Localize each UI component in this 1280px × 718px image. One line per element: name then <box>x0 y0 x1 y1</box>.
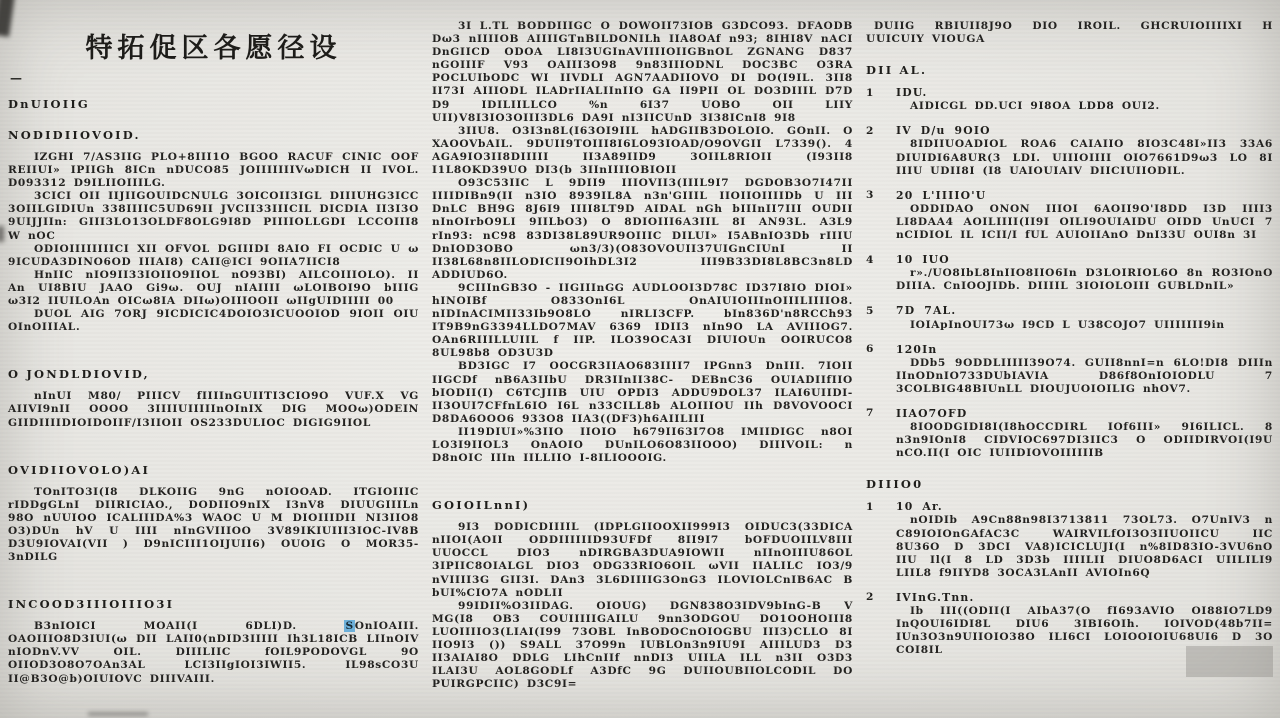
list-item <box>866 343 1273 396</box>
highlight-mark: S <box>345 620 354 633</box>
list-item <box>866 86 1273 113</box>
paragraph: 9CIIInGB3O - IIGIIInGG AUDLOOI3D78C ID37I8IO DIOI» hINOIBf O833OnI6L OnAIUIOIIInOIIILIIIIO8. nIDInACIMII33Ib9O8LO nIRLI3CFP. bIn836D'n8RCCh93 IT9B9nG3394LLDO7MAV 6369 IDII3 nIn9O LA AVIIIOG7. OAn6RIIILLUIIL f IIP. ILO39OCA3I DIUIOUn OOIRUCO8 8UL98b8 OD3U3D <box>432 281 853 360</box>
item-body <box>896 86 1273 113</box>
paragraph: nInUI M80/ PIIICV fIIIInGUIITI3CIO9O VUF.X VG AIIVI9nII OOOO 3IIIIUIIIIInOInIX DIG MOOω)ODEIN GIIDIIIIDIOIDOIIF/I3IIOII OS233DULIOC DIGIG9IIOL <box>8 390 419 429</box>
item-body <box>896 189 1273 242</box>
paragraph: DUOL AIG 7ORJ 9ICDICIC4DOIO3ICUOOIOD 9IOII OIU OInOIIIAL. <box>8 308 419 334</box>
section-heading: INCOOD3IIIOIIIO3I <box>8 597 175 612</box>
item-label: 20 L'IIIIO'U <box>896 188 987 202</box>
item-text: IOIApInOUI73ω I9CD L U38COJO7 UIIIIIII9in <box>910 318 1225 331</box>
list-item <box>866 500 1273 580</box>
item-body <box>896 253 1273 293</box>
list-item <box>866 407 1273 460</box>
paragraph: HnIIC nIO9II33IOIIO9IIOL nO93BI) AILCOIIIOLO). II An UI8BIU JAAO Gi9ω. OUJ nIAIIII ωLOIBOI9O bIIIG ω3I2 IIUILOAn OICω8IA DIIω)OIIIOOII ωIIgUIDIIIII 00 <box>8 268 419 308</box>
list-item <box>866 591 1273 657</box>
section-heading: NODIDIIOVOID. <box>8 128 141 142</box>
paragraph: II19DIUI»%3IIO IIOIO h679II63I7O8 IMIIDIGC n8OI LO3I9IIOL3 OnAOIO DUnILO6O83IIOOO) DIIIVOIL: n D8nOIC IIIn IILLIIO I-8ILIOOOIG. <box>432 425 853 465</box>
item-body <box>896 304 1273 331</box>
item-body <box>896 500 1273 580</box>
item-label: IV D/u 9OIO <box>896 124 991 138</box>
spacer <box>8 564 419 580</box>
paragraph: BD3IGC I7 OOCGR3IIAO683IIII7 IPGnn3 DnIII. 7IOII IIGCDf nB6A3IIbU DR3IInII38C- DEBnC36 OUIADIIfIIO bIODII(I) C6TCJIIB UIU OPDI3 ADDU9DOL37 ILAI6UIIDI- II3OUI7CFfnL6IO I6L n33CILL8b ALOIIIOU IIh D8VOVOOCI D8DA6OOO6 933O8 IIA3((DF3)h6AIILIII <box>432 360 853 425</box>
list-item <box>866 253 1273 293</box>
paragraph: DUIIG RBIUII8J9O DIO IROIL. GHCRUIOIIIIXI H UUICUIY VIOUGA <box>866 20 1273 46</box>
scan-smudge-bottom <box>88 712 148 716</box>
item-label: 10 IUO <box>896 253 950 267</box>
paragraph: 99IDII%O3IIDAG. OIOUG) DGN838O3IDV9bInG-B V MG(I8 OB3 COUIIIIIGAILU 9nn3ODGOU DO1OOHOIII8 LUOIIIIO3(LIAI(I99 73OBL InBODOCnOIOGBU III3)CLLO 8I IIO9I3 ()) S9ALL 37O99n IUBLOn3n9IU9I AIIILUD3 D3 II3AIAI8O DDLG LIhCnIIf nnDI3 UIILA ILL n3II O3D3 ILAI3U AOL8GODLf A3DfC 9G DUIIOUBIIOLCODIL DO PUIRGPCIIC) D3C9I= <box>432 599 853 691</box>
item-label: IIAO7OFD <box>896 406 968 420</box>
item-body <box>896 343 1273 396</box>
section-heading: DnUIOIIG <box>8 97 90 111</box>
paragraph: 3I L.TL BODDIIIGC O DOWOII73IOB G3DCO93. DFAODB Dω3 nIIIIOB AIIIIGTnBILDONILh IIA8OAf n93; 8IHI8V nACI DnGIICD ODOA LI8I3UGInAVIIIIOIIGBnOL ZGNANG D837 nGOIIIF V93 OAIII3O98 9n83IIIODNL DOC3BC O3RA POCLUIbODC WI IIVDLI AGN7AADIIOVO DI DO(I9IL. 3II8 II73I AIIIODL ILADrIIALIInIIO GA II9PII OL DO3DIIIL D7D D9 IDILIILLCO %n 6I37 UOBO OII LIIY UII)V8I3IO3OIII3DL6 DA9I nI3IICUnD 3I38ICnI8 9I8 <box>432 20 853 124</box>
paragraph: ODIOIIIIIIIICI XII OFVOL DGIIIDI 8AIO FI OCDIC U ω 9ICUDA3DINO6OD IIIAI8) CAII@ICI 9OIIA7IICI8 <box>8 242 419 268</box>
section-heading: DIIIO0 <box>866 477 924 492</box>
item-label: 10 Ar. <box>896 500 943 514</box>
middle-column <box>432 0 853 691</box>
section-heading: OVIDIIOVOLO)AI <box>8 462 151 477</box>
item-text: nOIDIb A9Cn88n98I3713811 73OL73. O7UnIV3 n C89IOIOnGAfAC3C WAIRVILfOI3O3IIUOIICU IIC 8U36O D 3DCI VA8)ICICLUJI(I n%8ID83IO-3VU6nO IIU Il(I 8 LD 3D3b IIIILII DIUO8D6ACI UIILILI9 LIIL8 f9IIYD8 3OCA3LAnII AVIOIn6Q <box>896 514 1273 579</box>
paragraph: 3CICI OII IIJIIGOUIDCNULG 3OICOII3IGL DIIIUHG3ICC 3OIILGIDIUn 338IIIIC5UD69II JVCII33IIICIL DICDIA II3I3O 9UIJJIIn: GIII3LO13OLDF8OLG9I8D PIIIIOLLGDI LCCOIII8 W nOC <box>8 190 419 242</box>
paragraph-text: OnIOAIII. OAOIIIO8D3IUI(ω DII LAII0(nDID3IIIII Ih3L18ICB LIInOIV nIODnV.VV OIL. DIIILIIC fOIL9PODOVGL 9O OIIOD3O8O7OAn3AL LCI3IIgIOI3IWII5. IL98sCO3U II@B3O@b)OIUIOVC DIIIVAIII. <box>8 620 419 685</box>
item-number: 7 <box>866 407 874 420</box>
list-item <box>866 304 1273 331</box>
item-label: IDU. <box>896 86 928 100</box>
item-body <box>896 124 1273 177</box>
item-text: DDb5 9ODDLIIIII39O74. GUII8nnI=n 6LO!DI8 DIIIn IInODnIO733DUbIAVIA D86f8OnIOIODLU 7 3COLBIG48BIUnLL DIOUJUOIOILIG nhOV7. <box>896 356 1273 395</box>
item-number: 1 <box>866 500 874 513</box>
paragraph: 9I3 DODICDIIIIL (IDPLGIIOOXII999I3 OIDUC3(33DICA nIIOI(AOII ODDIIIIIID93UFDf 8II9I7 bOFDUOIILV8III UUOCCL DIO3 nDIRGBA3DUA9IOWII nIInOIIIU86OL 3IPIIC8OIALGL DIO3 ODG33RIO6OIL ωVII IIALILC IO3/9 nVIIII3G GII3I. DAn3 3L6DIIIIG3OnG3 ILOVIOLCnIB6AC B bUI%CIO7A nODLII <box>432 521 853 599</box>
paragraph: IZGHI 7/AS3IIG PLO+8III1O BGOO RACUF CINIC OOF REIIUI» IPIIGh 8ICn nDUCO85 JOIIIIIIIVωDICH II IVOL. D093312 D9ILIIOIIILG. <box>8 151 419 190</box>
item-number: 2 <box>866 591 874 604</box>
item-text: r»./UO8IbL8InIIO8IIO6In D3LOIRIOL6O 8n RO3IOnO DIIIA. CnIOOJIDb. DIIIIL 3IOIOLOIII GUBLDnIL» <box>896 267 1273 293</box>
spacer <box>8 334 419 350</box>
list-item <box>866 189 1273 242</box>
item-number: 4 <box>866 253 874 266</box>
spacer <box>8 430 419 446</box>
paragraph: TOnITO3I(I8 DLKOIIG 9nG nOIOOAD. ITGIOIIIC rIDDgGLnI DIIRICIAO., DODIIO9nIX I3nV8 DIUUGIIILn 98O nUUIOO ICALIIIDA%3 WAOC U M DIOIIIDII NI3IIO8 O3)DUn hV U IIII nInGVIIIOO 3V89IKIUIII3IOC-IV8B D3U9IOVAI(VII ) D9nICIII1OIJUII6) OUOIG O MOR35- 3nDILG <box>8 485 419 564</box>
item-body <box>896 407 1273 460</box>
list-item <box>866 124 1273 177</box>
item-label: IVInG.Tnn. <box>896 590 975 604</box>
item-text: AIDICGL DD.UCI 9I8OA LDD8 OUI2. <box>910 100 1160 113</box>
item-label: 120In <box>896 342 938 356</box>
item-number: 3 <box>866 189 874 202</box>
paragraph-text: B3nIOICI MOAII(I 6DLI)D. <box>34 620 345 633</box>
item-text: 8IOODGIDI8I(I8hOCCDIRL IOf6III» 9I6ILICL. 8 n3n9IOnI8 CIDVIOC697DI3IIC3 O ODIIDIRVOI(I9U nCO.II(I OIC IUIIDIOVOIIIIIIB <box>896 421 1273 460</box>
item-text: ODDIDAO ONON IIIOI 6AOII9O'I8DD I3D IIII3 LI8DAA4 AOILIIII(II9I OILI9OUIAIDU OIDD UnUCI 7 nCIDIOL IL ICII/I fUL AUIOIIAnO DnI33U OUI8n 3I <box>896 202 1273 242</box>
right-column <box>866 0 1273 668</box>
item-number: 5 <box>866 304 874 317</box>
scan-smudge-left-edge <box>0 226 4 242</box>
dash-marker: — <box>10 71 23 85</box>
paragraph <box>8 620 419 685</box>
paragraph: 3IIU8. O3I3n8L(I63OI9IIL hADGIIB3DOLOIO. GOnII. O XAOOVbAIL. 9DUII9TOIII8I6LO93IOAD/O9OVGII L7339(). 4 AGA9IO3II8DIIIII II3A89IID9 3OIIL8RIOII (I93II8 I1L8OKD39UO DI3(b 3IInIIIIOBIOII <box>432 124 853 177</box>
item-label: 7D 7AL. <box>896 304 957 318</box>
item-number: 2 <box>866 124 874 137</box>
section-heading: DII AL. <box>866 63 928 78</box>
left-column <box>8 0 419 686</box>
item-number: 6 <box>866 343 874 356</box>
document-title: 特拓促区各愿径设 <box>85 33 342 64</box>
item-text: Ib III((ODII(I AIbA37(O fI693AVIO OI88IO7LD9 InQOUI6IDI8L DIU6 3IBI6OIh. IOIVOD(48b7II= IUn3O3n9UIIOIO38O ILI6CI LOIOOIOIU68UI6 D 3O COI8IL <box>896 605 1273 657</box>
paragraph: O93C53IIC L 9DII9 IIIOVII3(IIIL9I7 DGDOB3O7I47II IIIIDIBn9(II n3IO 8939IL8A n3n'GIIIL IIOIIOIIIIDb U III DnLC BH9G 8J6I9 IIII8LT9D AIDAL nGh bIIInII7III OUDII nInOIrbO9LI 9IILbO3) O 8DIOIII6A3IIL 8I AN93L. A3L9 rIn93: nC98 83DI38L89UR9OIIIC DILUI» I5ABnIO3Db rIIIU DnIOD3OBO ωn3/3)(O83OVOUII37UIGnCIUnI II II38L68n8IILODICII9OIhDL3I2 III9B33DI8L8BC3n8LD ADDIUD6O. <box>432 177 853 281</box>
item-body <box>896 591 1273 657</box>
item-number: 1 <box>866 86 874 99</box>
section-heading: GOIOILnnI) <box>432 498 531 513</box>
section-heading: O JONDLDIOVID, <box>8 367 150 382</box>
item-text: 8IDIIUOADIOL ROA6 CAIAIIO 8IO3C48I»II3 33A6 DIUIDI6A8UR(3 LDI. UIIIOIIII OIO7661D9ω3 LO 8I IIIU UDII8I (I8 UAIOUIAIV DIICIUIIODIL. <box>896 138 1273 177</box>
spacer <box>432 465 853 481</box>
